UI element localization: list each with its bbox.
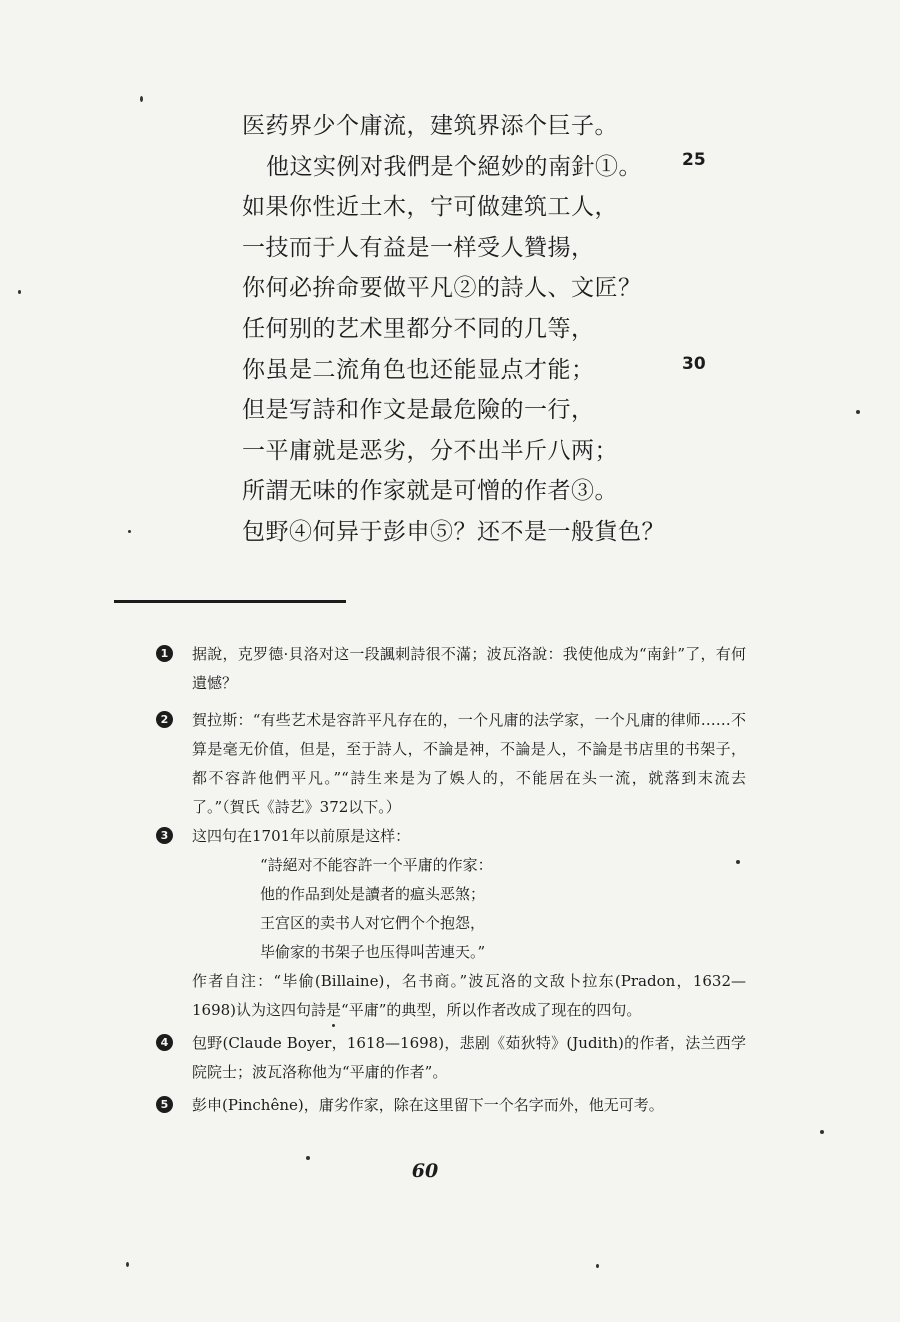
page-number: 60 — [411, 1160, 439, 1182]
footnote-text: 賀拉斯：“有些艺术是容許平凡存在的，一个凡庸的法学家，一个凡庸的律师……不算是毫无价值，但是，至于詩人，不論是神，不論是人，不論是书店里的书架子，都不容許他們平凡。”“詩生来是为了娛人的，不能居在头一流，就落到末流去了。”（賀氏《詩艺》372以下。） — [192, 711, 746, 816]
verse-line: 毕偷家的书架子也压得叫苦連天。” — [260, 943, 486, 961]
verse-line: 他的作品到处是讀者的瘟头恶煞； — [260, 885, 486, 903]
scan-speck — [128, 530, 131, 533]
poem-line: 一技而于人有益是一样受人贊揚， — [242, 234, 595, 261]
line-number: 30 — [682, 354, 706, 374]
footnotes — [156, 640, 746, 1120]
poem-line: 包野④何异于彭申⑤？还不是一般貨色？ — [242, 518, 665, 545]
poem-text — [242, 106, 665, 553]
footnote-marker: 4 — [156, 1034, 173, 1051]
footnote-text: 作者自注：“毕偷(Billaine)，名书商。”波瓦洛的文敌卜拉东(Pradon，1632—1698)认为这四句詩是“平庸”的典型，所以作者改成了现在的四句。 — [192, 972, 746, 1019]
footnote-intro: 这四句在1701年以前原是这样： — [192, 827, 411, 845]
scan-speck — [306, 1156, 310, 1160]
poem-line: 你虽是二流角色也还能显点才能； — [242, 356, 595, 383]
scan-speck — [332, 1024, 335, 1027]
scan-speck — [126, 1262, 129, 1267]
footnote-marker: 2 — [156, 711, 173, 728]
poem-line: 他这实例对我們是个絕妙的南針①。 — [266, 153, 642, 180]
footnote-3 — [156, 822, 746, 1025]
poem-line: 你何必拚命要做平凡②的詩人、文匠？ — [242, 275, 642, 302]
scan-speck — [18, 290, 21, 294]
footnote-1 — [156, 640, 746, 698]
footnote-text: 包野(Claude Boyer，1618—1698)，悲剧《茹狄特》(Judith)的作者，法兰西学院院士；波瓦洛称他为“平庸的作者”。 — [192, 1034, 746, 1081]
line-number: 25 — [682, 150, 706, 170]
scan-speck — [856, 410, 860, 414]
verse-line: 王宫区的卖书人对它們个个抱怨， — [260, 914, 486, 932]
footnote-marker: 1 — [156, 645, 173, 662]
footnote-5 — [156, 1091, 746, 1120]
poem-line: 医药界少个庸流，建筑界添个巨子。 — [242, 113, 618, 139]
footnote-marker: 5 — [156, 1096, 173, 1113]
scan-speck — [596, 1264, 599, 1268]
scan-speck — [140, 96, 143, 102]
verse-line: “詩絕对不能容許一个平庸的作家： — [260, 856, 493, 874]
footnote-text: 据說，克罗德·貝洛对这一段諷刺詩很不滿；波瓦洛說：我使他成为“南針”了，有何遺憾？ — [192, 645, 746, 692]
footnote-4 — [156, 1029, 746, 1087]
footnote-separator-rule — [114, 600, 346, 603]
footnote-marker: 3 — [156, 827, 173, 844]
poem-line: 但是写詩和作文是最危險的一行， — [242, 397, 595, 424]
scan-speck — [736, 860, 740, 864]
footnote-verse — [192, 851, 746, 967]
footnote-text: 彭申(Pinchêne)，庸劣作家，除在这里留下一个名字而外，他无可考。 — [192, 1096, 664, 1114]
poem-line: 任何别的艺术里都分不同的几等， — [242, 315, 595, 342]
poem-line: 一平庸就是恶劣，分不出半斤八两； — [242, 437, 618, 464]
poem-line: 所謂无味的作家就是可憎的作者③。 — [242, 478, 618, 505]
scan-speck — [820, 1130, 824, 1134]
footnote-2 — [156, 706, 746, 822]
poem-line: 如果你性近土木，宁可做建筑工人， — [242, 194, 618, 221]
